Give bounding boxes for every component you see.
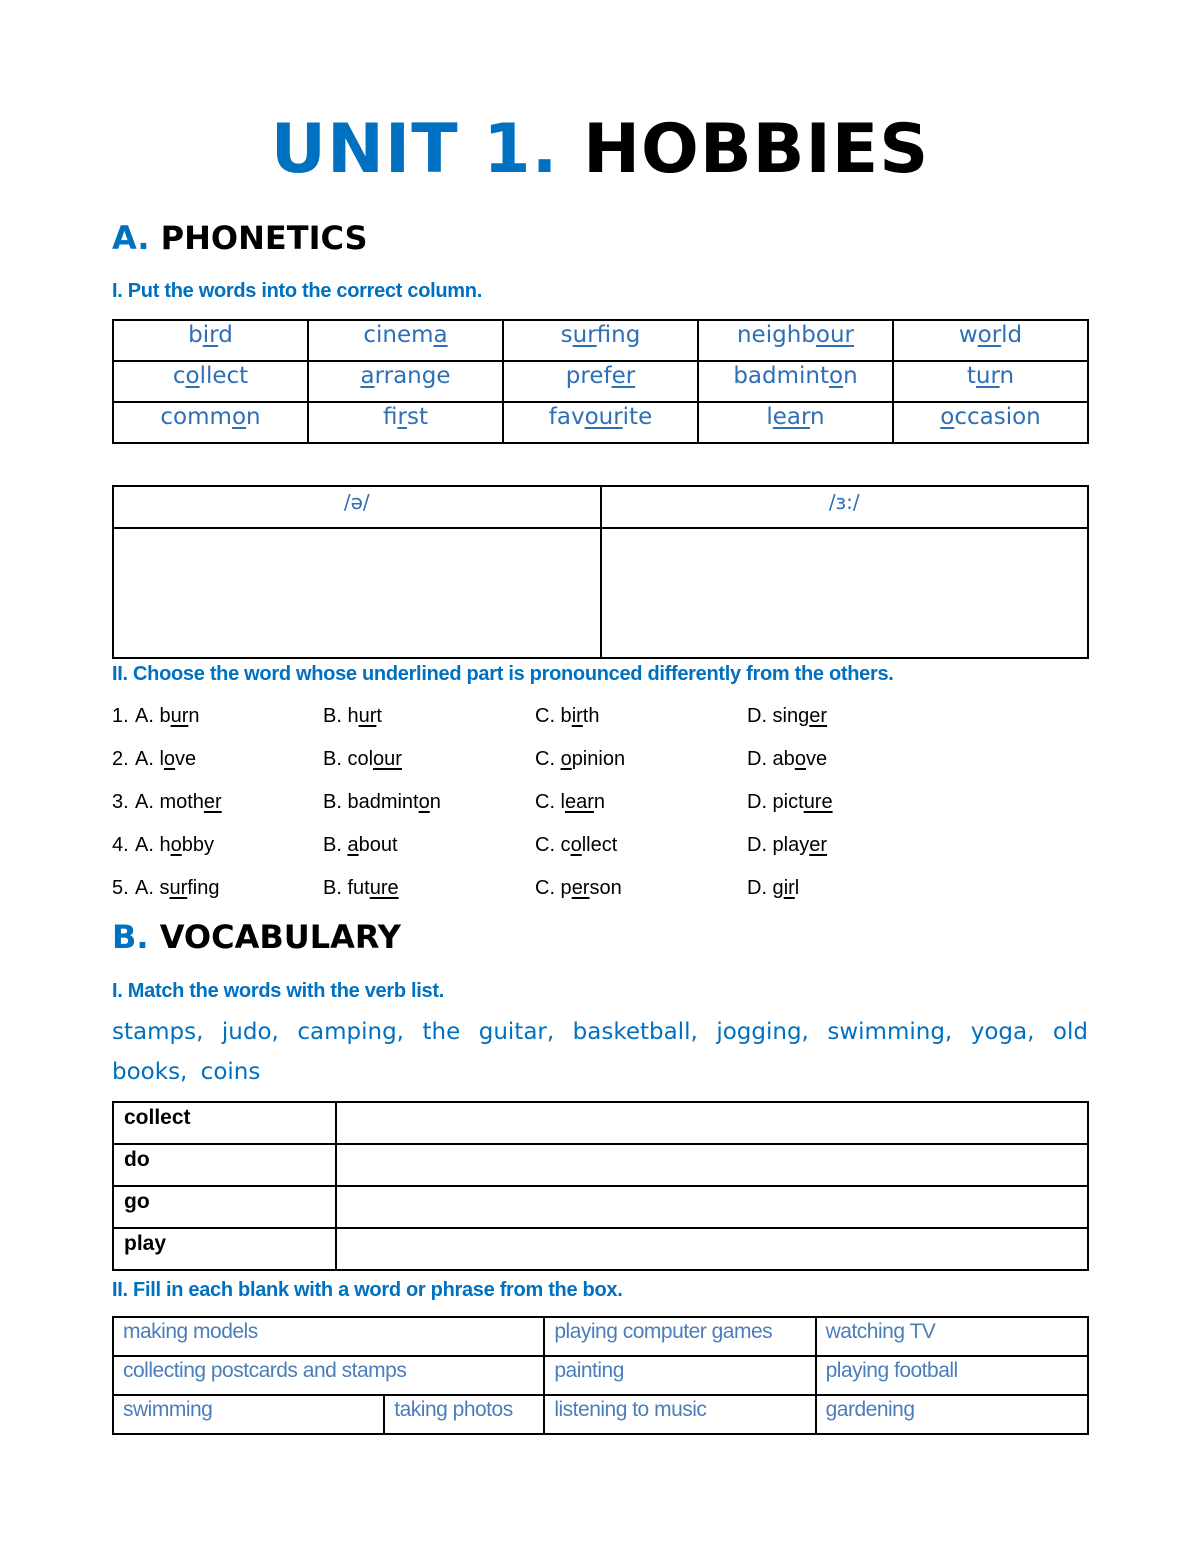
underlined-part: er <box>203 791 222 813</box>
underlined-part: o <box>231 404 247 430</box>
option-part: B. badmint <box>323 791 419 813</box>
verb-label: go <box>113 1186 336 1228</box>
phrase-cell: watching TV <box>816 1317 1088 1356</box>
underlined-part: ir <box>571 705 583 727</box>
word-part: st <box>406 404 428 430</box>
underlined-part: er <box>809 834 828 856</box>
option-part: th <box>582 705 600 727</box>
verb-label: do <box>113 1144 336 1186</box>
answer-option[interactable] <box>535 789 605 815</box>
word-cell <box>503 320 698 361</box>
question-number: 2. <box>112 748 129 770</box>
underlined-part: ur <box>358 705 377 727</box>
underlined-part: ear <box>565 791 594 813</box>
word-cell <box>113 320 308 361</box>
word-part: n <box>843 363 858 389</box>
column-er-header: /ɜ:/ <box>601 486 1089 528</box>
verb-answer-cell[interactable] <box>336 1102 1088 1144</box>
option-part: son <box>589 877 622 899</box>
answer-option[interactable] <box>535 875 622 901</box>
phrase-cell: listening to music <box>544 1395 815 1434</box>
answer-option[interactable] <box>535 746 625 772</box>
word-cell <box>698 361 893 402</box>
underlined-part: ear <box>772 404 811 430</box>
answer-option[interactable] <box>323 703 382 729</box>
answer-option[interactable] <box>135 746 196 772</box>
option-part: n <box>429 791 441 813</box>
option-part: bout <box>358 834 398 856</box>
answer-option[interactable] <box>323 746 402 772</box>
word-cell <box>893 402 1088 443</box>
phrase-cell: painting <box>544 1356 815 1395</box>
option-part: C. b <box>535 705 572 727</box>
underlined-part: o <box>560 748 572 770</box>
option-part: D. play <box>747 834 810 856</box>
underlined-part: o <box>170 834 182 856</box>
underlined-part: ur <box>975 363 1000 389</box>
exercise-b1-instruction: I. Match the words with the verb list. <box>112 980 444 1002</box>
verb-match-table <box>112 1101 1089 1271</box>
answer-option[interactable] <box>135 703 200 729</box>
answer-option[interactable] <box>535 703 599 729</box>
word-part: s <box>560 322 573 348</box>
option-part: fing <box>187 877 220 899</box>
option-part: B. col <box>323 748 374 770</box>
option-part: A. l <box>135 748 164 770</box>
option-part: l <box>794 877 800 899</box>
word-part: t <box>966 363 976 389</box>
answer-option[interactable] <box>135 875 220 901</box>
word-cell <box>308 320 503 361</box>
verb-label: play <box>113 1228 336 1270</box>
underlined-part: o <box>418 791 430 813</box>
phrase-cell: gardening <box>816 1395 1088 1434</box>
underlined-part: ure <box>369 877 399 899</box>
underlined-part: er <box>611 363 636 389</box>
word-cell <box>503 402 698 443</box>
word-cell <box>698 320 893 361</box>
answer-option[interactable] <box>747 832 827 858</box>
answer-option[interactable] <box>135 832 214 858</box>
exercise-b2-instruction: II. Fill in each blank with a word or phrase from the box. <box>112 1279 623 1301</box>
answer-option[interactable] <box>323 789 441 815</box>
option-part: B. h <box>323 705 359 727</box>
answer-option[interactable] <box>535 832 617 858</box>
word-part: ite <box>622 404 653 430</box>
underlined-part: ir <box>397 404 407 430</box>
answer-option[interactable] <box>135 789 222 815</box>
verb-answer-cell[interactable] <box>336 1186 1088 1228</box>
option-part: D. pict <box>747 791 804 813</box>
answer-option[interactable] <box>747 703 827 729</box>
option-part: ve <box>175 748 197 770</box>
word-part: rrange <box>374 363 451 389</box>
word-cell <box>893 320 1088 361</box>
underlined-part: our <box>815 322 854 348</box>
phrase-cell: collecting postcards and stamps <box>113 1356 544 1395</box>
word-cell <box>308 361 503 402</box>
answer-option[interactable] <box>747 875 799 901</box>
underlined-part: ure <box>803 791 833 813</box>
question-number: 4. <box>112 834 129 856</box>
word-cell <box>308 402 503 443</box>
option-part: D. ab <box>747 748 795 770</box>
underlined-part: ir <box>202 322 219 348</box>
word-part: cinem <box>363 322 434 348</box>
underlined-part: o <box>163 748 176 770</box>
word-part: fav <box>548 404 585 430</box>
answer-option[interactable] <box>323 875 399 901</box>
column-schwa-header: /ə/ <box>113 486 601 528</box>
exercise-a2-instruction: II. Choose the word whose underlined part is pronounced differently from the others. <box>112 663 894 685</box>
underlined-part: our <box>373 748 402 770</box>
option-part: t <box>376 705 382 727</box>
word-part: pref <box>565 363 612 389</box>
underlined-part: o <box>940 404 955 430</box>
answer-option[interactable] <box>747 746 827 772</box>
phrase-box-table <box>112 1316 1089 1435</box>
question-number: 5. <box>112 877 129 899</box>
option-part: C. p <box>535 877 572 899</box>
word-part: comm <box>160 404 232 430</box>
underlined-part: ir <box>783 877 795 899</box>
word-part: f <box>383 404 398 430</box>
option-part: A. b <box>135 705 171 727</box>
exercise-a1-instruction: I. Put the words into the correct column. <box>112 280 482 302</box>
phrase-cell: playing football <box>816 1356 1088 1395</box>
phrase-cell: taking photos <box>384 1395 544 1434</box>
word-part: n <box>999 363 1015 389</box>
verb-answer-cell[interactable] <box>336 1228 1088 1270</box>
question-number: 1. <box>112 705 129 727</box>
sound-columns-table <box>112 485 1089 659</box>
word-cell <box>113 402 308 443</box>
word-list: stamps, judo, camping, the guitar, basketball, jogging, swimming, yoga, old books, coins <box>112 1019 1088 1085</box>
verb-answer-cell[interactable] <box>336 1144 1088 1186</box>
section-b-heading: B. VOCABULARY <box>112 918 401 956</box>
column-er-answer-cell[interactable] <box>601 528 1089 658</box>
word-part: fing <box>596 322 641 348</box>
phonetics-word-table <box>112 319 1089 444</box>
section-a-heading: A. PHONETICS <box>112 219 368 257</box>
word-part: neighb <box>736 322 816 348</box>
verb-label: collect <box>113 1102 336 1144</box>
word-part: n <box>810 404 825 430</box>
word-part: n <box>246 404 261 430</box>
column-schwa-answer-cell[interactable] <box>113 528 601 658</box>
word-cell <box>503 361 698 402</box>
underlined-part: o <box>185 363 200 389</box>
option-part: A. moth <box>135 791 204 813</box>
phrase-cell: making models <box>113 1317 544 1356</box>
word-part: w <box>958 322 978 348</box>
underlined-part: o <box>570 834 582 856</box>
underlined-part: ur <box>572 322 597 348</box>
underlined-part: ur <box>169 877 188 899</box>
word-part: d <box>218 322 233 348</box>
option-part: pinion <box>571 748 626 770</box>
word-part: ccasion <box>954 404 1041 430</box>
underlined-part: er <box>571 877 590 899</box>
phrase-cell: playing computer games <box>544 1317 815 1356</box>
underlined-part: a <box>347 834 359 856</box>
underlined-part: er <box>809 705 828 727</box>
word-part: ld <box>1001 322 1023 348</box>
answer-option[interactable] <box>323 832 398 858</box>
unit-topic: HOBBIES <box>583 110 930 189</box>
underlined-part: a <box>360 363 375 389</box>
underlined-part: a <box>433 322 448 348</box>
option-part: D. g <box>747 877 784 899</box>
underlined-part: o <box>794 748 806 770</box>
unit-label: UNIT 1. <box>270 110 559 189</box>
option-part: B. <box>323 834 348 856</box>
word-part: b <box>188 322 203 348</box>
word-part: llect <box>199 363 249 389</box>
word-part: l <box>766 404 773 430</box>
option-part: ve <box>805 748 828 770</box>
question-number: 3. <box>112 791 129 813</box>
word-cell <box>698 402 893 443</box>
underlined-part: o <box>829 363 844 389</box>
option-part: C. c <box>535 834 571 856</box>
option-part: n <box>593 791 606 813</box>
option-part: A. s <box>135 877 170 899</box>
option-part: A. h <box>135 834 171 856</box>
underlined-part: or <box>977 322 1002 348</box>
word-part: badmint <box>733 363 830 389</box>
page-title <box>0 110 1200 190</box>
word-cell <box>113 361 308 402</box>
answer-option[interactable] <box>747 789 833 815</box>
phrase-cell: swimming <box>113 1395 384 1434</box>
option-part: n <box>188 705 200 727</box>
option-part: llect <box>581 834 618 856</box>
option-part: C. <box>535 748 561 770</box>
underlined-part: ur <box>170 705 189 727</box>
underlined-part: our <box>584 404 623 430</box>
option-part: D. sing <box>747 705 810 727</box>
option-part: C. l <box>535 791 565 813</box>
word-cell <box>893 361 1088 402</box>
option-part: bby <box>181 834 214 856</box>
option-part: B. fut <box>323 877 370 899</box>
word-part: c <box>172 363 186 389</box>
